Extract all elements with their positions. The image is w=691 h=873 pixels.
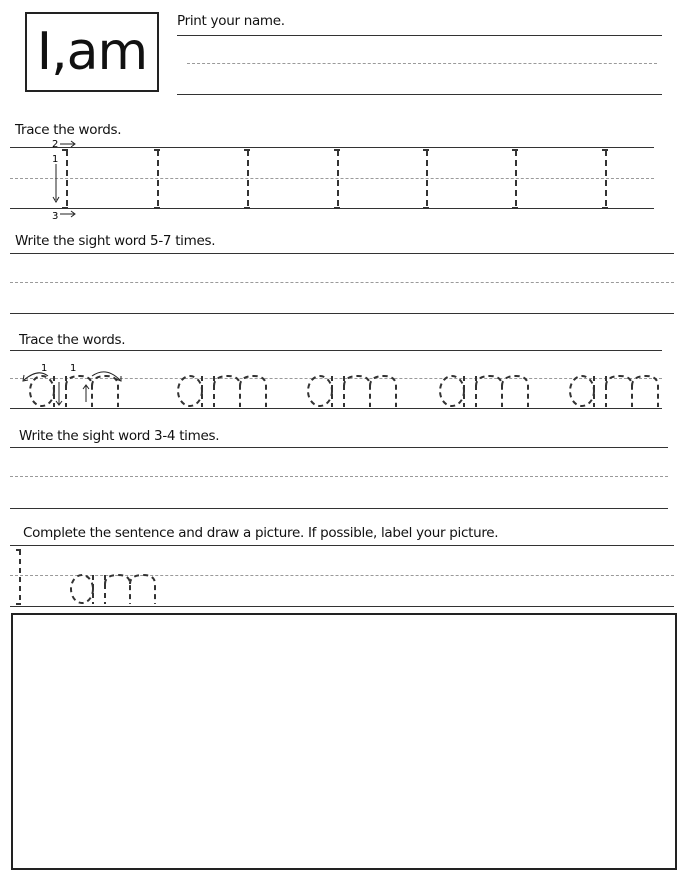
- section4-top-line: [10, 447, 668, 448]
- trace-word-am[interactable]: [71, 575, 155, 604]
- picture-drawing-box[interactable]: [11, 613, 677, 870]
- name-mid-line: [187, 63, 657, 64]
- trace-word-am[interactable]: [570, 376, 658, 407]
- title-box: [25, 12, 159, 92]
- stroke-number: 2: [52, 139, 59, 150]
- section3-top-line: [10, 350, 662, 351]
- section2-writing-line[interactable]: [10, 313, 674, 314]
- trace-word-am[interactable]: [178, 376, 266, 407]
- name-top-line: [177, 35, 662, 36]
- section4-heading: Write the sight word 3-4 times.: [19, 428, 220, 444]
- trace-letter-i[interactable]: [244, 150, 252, 208]
- section2-mid-line: [10, 282, 674, 283]
- section5-heading: Complete the sentence and draw a picture. If possible, label your picture.: [23, 525, 499, 541]
- trace-letter-i[interactable]: [512, 150, 520, 208]
- stroke-number: 3: [52, 211, 59, 220]
- section4-writing-line[interactable]: [10, 508, 668, 509]
- section3-heading: Trace the words.: [19, 332, 126, 348]
- trace-word-am[interactable]: [308, 376, 396, 407]
- stroke-number: 1: [70, 363, 77, 374]
- worksheet-title: I,am: [36, 22, 148, 82]
- section1-trace-area[interactable]: [10, 138, 654, 220]
- trace-letter-i[interactable]: [334, 150, 342, 208]
- section2-top-line: [10, 253, 674, 254]
- trace-letter-i[interactable]: [62, 150, 72, 208]
- trace-letter-i[interactable]: [602, 150, 610, 208]
- trace-letter-i[interactable]: [423, 150, 431, 208]
- sentence-trace-area[interactable]: [10, 546, 180, 608]
- trace-letter-i[interactable]: [16, 550, 24, 604]
- section4-mid-line: [10, 476, 668, 477]
- stroke-number: 1: [52, 154, 59, 165]
- section3-trace-area[interactable]: [10, 360, 662, 412]
- section1-heading: Trace the words.: [15, 122, 122, 138]
- section2-heading: Write the sight word 5-7 times.: [15, 233, 216, 249]
- trace-word-am[interactable]: [440, 376, 528, 407]
- stroke-number: 1: [41, 363, 48, 374]
- name-writing-line[interactable]: [177, 94, 662, 95]
- trace-letter-i[interactable]: [154, 150, 162, 208]
- trace-word-am[interactable]: [30, 376, 118, 407]
- name-prompt: Print your name.: [177, 13, 285, 29]
